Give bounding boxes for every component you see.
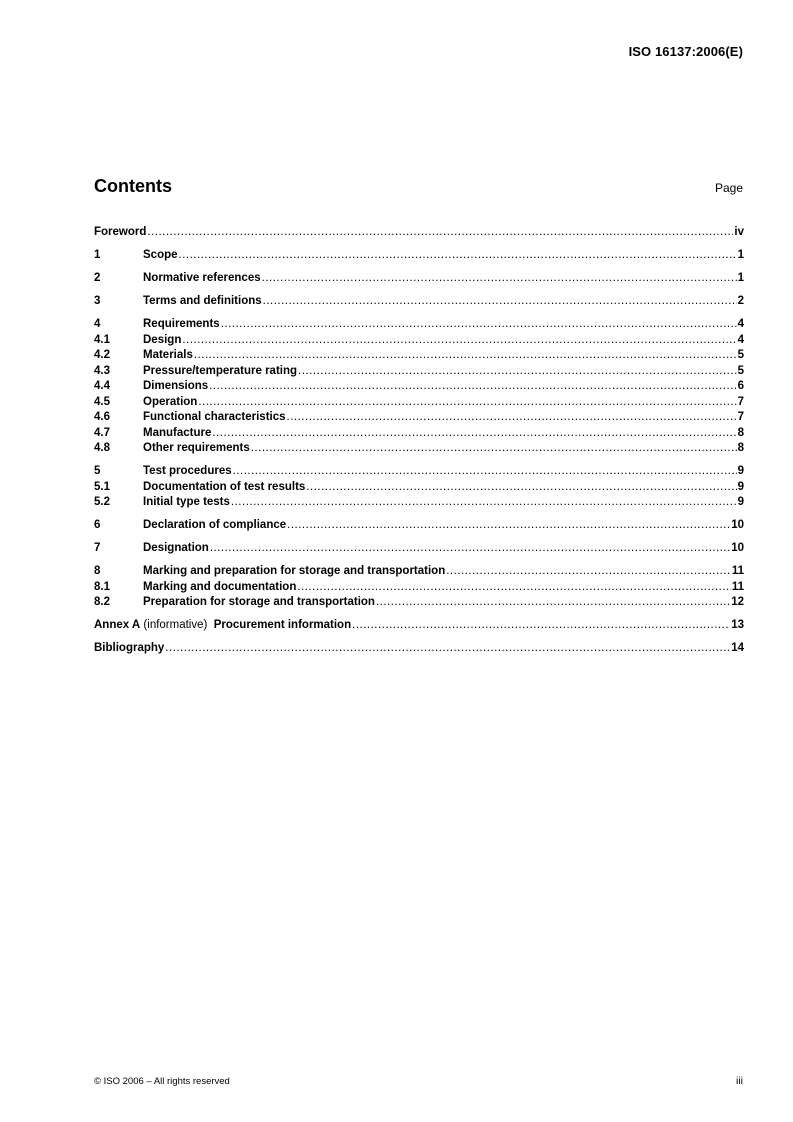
annex-title: Procurement information xyxy=(213,619,352,631)
toc-entry-foreword[interactable] xyxy=(94,225,744,241)
toc-entry-page: 7 xyxy=(737,395,744,408)
toc-entry-title: Functional characteristics xyxy=(143,411,286,423)
page-column-label: Page xyxy=(714,181,743,195)
toc-entry-title: Test procedures xyxy=(143,465,232,477)
table-of-contents xyxy=(94,225,744,657)
toc-dot-leader xyxy=(262,271,737,287)
toc-entry-title: Operation xyxy=(143,395,198,408)
toc-entry-6[interactable] xyxy=(94,518,744,534)
toc-entry-8-1[interactable] xyxy=(94,580,744,596)
toc-entry-8[interactable] xyxy=(94,564,744,580)
toc-dot-leader xyxy=(210,541,730,557)
toc-entry-title: Marking and preparation for storage and transportation xyxy=(143,565,446,577)
toc-entry-4-3[interactable] xyxy=(94,364,744,380)
toc-entry-page: 9 xyxy=(737,465,744,477)
toc-entry-3[interactable] xyxy=(94,294,744,310)
toc-entry-5[interactable] xyxy=(94,464,744,480)
toc-dot-leader xyxy=(352,618,730,634)
toc-entry-page: 13 xyxy=(731,619,744,631)
toc-entry-title: Initial type tests xyxy=(143,496,230,508)
toc-entry-annex-a[interactable] xyxy=(94,618,744,634)
footer-copyright: © ISO 2006 – All rights reserved xyxy=(94,1076,230,1087)
toc-dot-leader xyxy=(297,580,730,596)
toc-entry-page: 1 xyxy=(737,249,744,261)
toc-entry-number: 5 xyxy=(94,465,101,477)
toc-entry-title: Other requirements xyxy=(143,442,250,454)
toc-entry-page: 5 xyxy=(737,349,744,361)
toc-entry-page: 8 xyxy=(737,426,744,439)
toc-entry-number: 4.7 xyxy=(94,426,110,439)
toc-entry-page: 9 xyxy=(737,496,744,508)
toc-entry-page: 14 xyxy=(731,642,744,654)
toc-entry-title: Pressure/temperature rating xyxy=(143,364,298,377)
toc-entry-4-8[interactable] xyxy=(94,441,744,457)
toc-entry-title xyxy=(94,618,351,634)
toc-entry-4-1[interactable] xyxy=(94,333,744,349)
toc-entry-page: 12 xyxy=(731,596,744,608)
toc-entry-page: 5 xyxy=(737,364,744,377)
toc-entry-title: Bibliography xyxy=(94,642,165,654)
toc-entry-page: 6 xyxy=(737,380,744,392)
toc-entry-title: Dimensions xyxy=(143,380,209,392)
toc-entry-title: Normative references xyxy=(143,272,261,284)
toc-dot-leader xyxy=(263,294,737,310)
toc-entry-number: 7 xyxy=(94,542,101,554)
toc-entry-number: 4.1 xyxy=(94,333,110,346)
toc-entry-number: 8 xyxy=(94,565,101,577)
toc-entry-number: 4.3 xyxy=(94,364,110,377)
toc-dot-leader xyxy=(182,333,736,349)
toc-entry-4[interactable] xyxy=(94,317,744,333)
toc-entry-title: Foreword xyxy=(94,226,147,238)
toc-dot-leader xyxy=(198,395,736,411)
toc-entry-page: 4 xyxy=(737,318,744,330)
toc-entry-title: Declaration of compliance xyxy=(143,519,287,531)
toc-entry-page: 10 xyxy=(731,542,744,554)
toc-entry-page: iv xyxy=(734,226,744,238)
toc-entry-title: Requirements xyxy=(143,318,220,330)
toc-entry-title: Terms and definitions xyxy=(143,295,262,307)
annex-type: (informative) xyxy=(140,619,208,631)
toc-entry-page: 2 xyxy=(737,295,744,307)
toc-entry-number: 3 xyxy=(94,295,101,307)
toc-entry-page: 7 xyxy=(737,411,744,423)
toc-entry-title: Materials xyxy=(143,349,193,361)
toc-entry-4-4[interactable] xyxy=(94,379,744,395)
toc-entry-1[interactable] xyxy=(94,248,744,264)
toc-entry-number: 4.4 xyxy=(94,380,110,392)
toc-dot-leader xyxy=(231,495,737,511)
toc-dot-leader xyxy=(165,641,730,657)
toc-entry-4-7[interactable] xyxy=(94,426,744,442)
toc-entry-page: 8 xyxy=(737,442,744,454)
toc-entry-title: Designation xyxy=(143,542,209,554)
contents-heading: Contents xyxy=(94,176,172,196)
toc-dot-leader xyxy=(251,441,737,457)
toc-entry-4-6[interactable] xyxy=(94,410,744,426)
toc-dot-leader xyxy=(298,364,737,380)
toc-dot-leader xyxy=(306,480,736,496)
document-id-header: ISO 16137:2006(E) xyxy=(628,44,743,59)
toc-dot-leader xyxy=(287,410,737,426)
toc-entry-number: 6 xyxy=(94,519,101,531)
toc-entry-number: 4.8 xyxy=(94,442,110,454)
toc-entry-title: Marking and documentation xyxy=(143,580,297,593)
toc-entry-number: 1 xyxy=(94,249,101,261)
toc-entry-number: 8.2 xyxy=(94,596,110,608)
toc-entry-title: Design xyxy=(143,333,182,346)
toc-entry-number: 5.1 xyxy=(94,480,110,493)
toc-dot-leader xyxy=(147,225,733,241)
toc-entry-5-1[interactable] xyxy=(94,480,744,496)
toc-entry-number: 4.2 xyxy=(94,349,110,361)
toc-dot-leader xyxy=(287,518,730,534)
toc-entry-8-2[interactable] xyxy=(94,595,744,611)
toc-dot-leader xyxy=(446,564,731,580)
toc-entry-number: 4 xyxy=(94,318,101,330)
toc-entry-number: 8.1 xyxy=(94,580,110,593)
toc-entry-title: Scope xyxy=(143,249,178,261)
toc-entry-title: Manufacture xyxy=(143,426,212,439)
toc-entry-bibliography[interactable] xyxy=(94,641,744,657)
toc-entry-page: 10 xyxy=(731,519,744,531)
annex-label: Annex A xyxy=(94,619,141,631)
toc-entry-title: Preparation for storage and transportation xyxy=(143,596,375,608)
toc-dot-leader xyxy=(212,426,736,442)
toc-entry-number: 5.2 xyxy=(94,496,110,508)
toc-dot-leader xyxy=(209,379,736,395)
toc-entry-2[interactable] xyxy=(94,271,744,287)
footer-page-number: iii xyxy=(736,1075,743,1087)
toc-entry-page: 11 xyxy=(731,565,744,577)
toc-entry-4-5[interactable] xyxy=(94,395,744,411)
toc-entry-title: Documentation of test results xyxy=(143,480,306,493)
toc-entry-number: 4.5 xyxy=(94,395,110,408)
toc-entry-number: 2 xyxy=(94,272,101,284)
toc-entry-7[interactable] xyxy=(94,541,744,557)
toc-entry-5-2[interactable] xyxy=(94,495,744,511)
toc-entry-page: 11 xyxy=(731,580,744,593)
toc-dot-leader xyxy=(376,595,730,611)
toc-dot-leader xyxy=(233,464,737,480)
toc-dot-leader xyxy=(221,317,737,333)
toc-entry-page: 1 xyxy=(737,272,744,284)
toc-entry-page: 9 xyxy=(737,480,744,493)
toc-dot-leader xyxy=(194,348,737,364)
toc-entry-page: 4 xyxy=(737,333,744,346)
toc-entry-number: 4.6 xyxy=(94,411,110,423)
toc-entry-4-2[interactable] xyxy=(94,348,744,364)
toc-dot-leader xyxy=(179,248,737,264)
